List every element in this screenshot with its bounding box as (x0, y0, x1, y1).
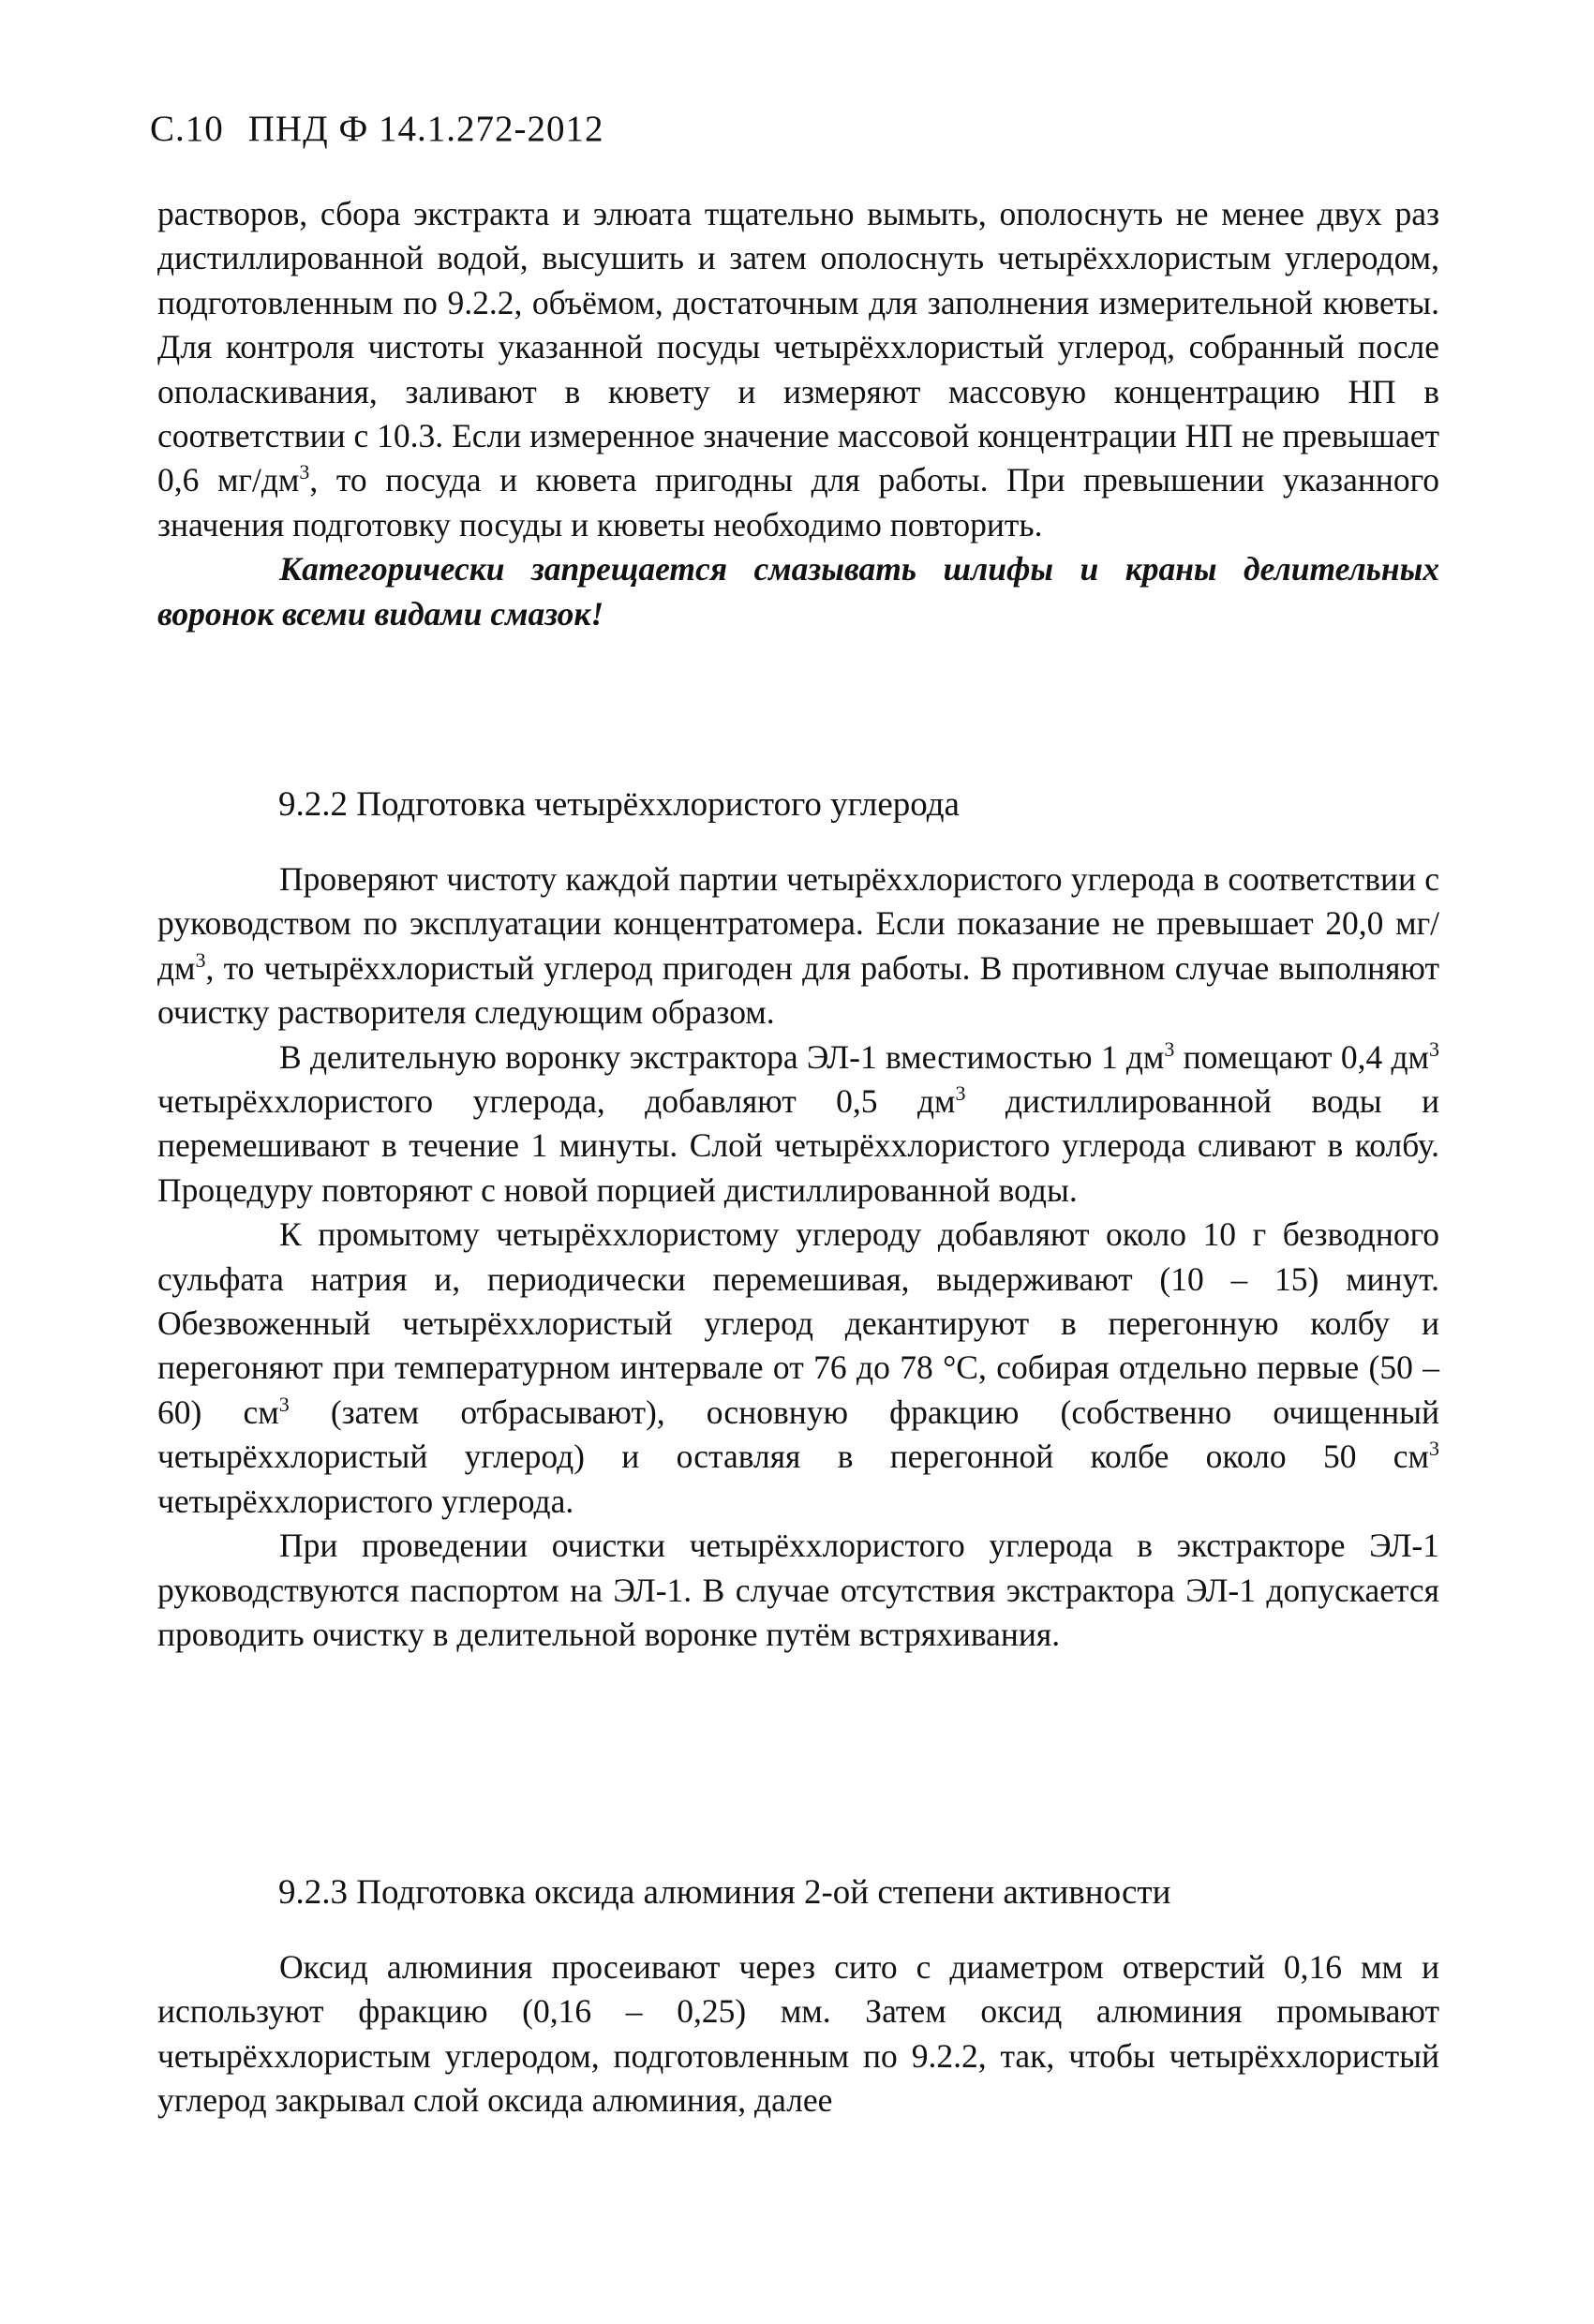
section-heading-922: 9.2.2 Подготовка четырёххлористого углерода (278, 785, 960, 824)
text-run: помещают 0,4 дм (1174, 1037, 1429, 1076)
superscript: 3 (1164, 1036, 1175, 1061)
page-header (150, 108, 629, 150)
superscript: 3 (1429, 1036, 1439, 1061)
text-run: К промытому четырёххлористому углероду добавляют около 10 г безводного сульфата натрия и, периодически перемешивая, выдерживают (10 – 15) минут. Обезвоженный четырёххлористый углерод декантируют в перегонную колбу и перегоняют при температурном интервале от 76 до 78 °С, собирая отдельно первые (50 – 60) см (157, 1215, 1439, 1431)
text-run: , то посуда и кювета пригодны для работы. При превышении указанного значения подготовку посуды и кюветы необходимо повторить. (157, 461, 1439, 544)
section-923-body (157, 1945, 1439, 2123)
page-number: С.10 (150, 109, 224, 149)
superscript: 3 (195, 947, 206, 972)
continued-text-block (157, 192, 1439, 636)
paragraph-glassware-cleaning (157, 192, 1439, 547)
text-run: четырёххлористого углерода, добавляют 0,5 дм (157, 1082, 956, 1121)
text-run: растворов, сбора экстракта и элюата тщательно вымыть, ополоснуть не менее двух раз дистиллированной водой, высушить и затем ополоснуть четырёххлористым углеродом, подготовленным по 9.2.2, объёмом, достаточным для заполнения измерительной кюветы. Для контроля чистоты указанной посуды четырёххлористый углерод, собранный после ополаскивания, заливают в кювету и измеряют массовую концентрацию НП в соответствии с 10.3. Если измеренное значение массовой концентрации НП не превышает 0,6 мг/дм (157, 195, 1439, 499)
paragraph-washing (157, 1035, 1439, 1214)
text-run: дистиллированной воды и перемешивают в течение 1 минуты. Слой четырёххлористого углерода сливают в колбу. Процедуру повторяют с новой порцией дистиллированной воды. (157, 1082, 1440, 1209)
warning-text: Категорически запрещается смазывать шлифы и краны делительных воронок всеми видами смазок! (157, 550, 1439, 633)
text-run: Проверяют чистоту каждой партии четырёххлористого углерода в соответствии с руководством по эксплуатации концентратомера. Если показание не превышает 20,0 мг/дм (157, 860, 1439, 987)
text-run: четырёххлористого углерода. (157, 1482, 574, 1520)
text-run: (затем отбрасывают), основную фракцию (собственно очищенный четырёххлористый углерод) и оставляя в перегонной колбе около 50 см (157, 1393, 1439, 1476)
paragraph-drying-distillation (157, 1213, 1439, 1524)
superscript: 3 (299, 460, 310, 484)
superscript: 3 (955, 1081, 966, 1106)
paragraph-alumina-sieving: Оксид алюминия просеивают через сито с диаметром отверстий 0,16 мм и используют фракцию (0,16 – 0,25) мм. Затем оксид алюминия промывают четырёххлористым углеродом, подготовленным по 9.2.2, так, чтобы четырёххлористый углерод закрывал слой оксида алюминия, далее (157, 1948, 1439, 2120)
superscript: 3 (1429, 1437, 1439, 1461)
section-heading-923: 9.2.3 Подготовка оксида алюминия 2-ой степени активности (278, 1873, 1171, 1912)
text-run: , то четырёххлористый углерод пригоден для работы. В противном случае выполняют очистку растворителя следующим образом. (157, 948, 1439, 1032)
text-run: В делительную воронку экстрактора ЭЛ-1 вместимостью 1 дм (279, 1037, 1165, 1076)
paragraph-purity-check (157, 857, 1439, 1035)
document-code: ПНД Ф 14.1.272-2012 (247, 109, 604, 149)
paragraph-extractor-note: При проведении очистки четырёххлористого углерода в экстракторе ЭЛ-1 руководствуются паспортом на ЭЛ-1. В случае отсутствия экстрактора ЭЛ-1 допускается проводить очистку в делительной воронке путём встряхивания. (157, 1527, 1439, 1653)
superscript: 3 (278, 1393, 290, 1417)
section-922-body (157, 857, 1439, 1657)
